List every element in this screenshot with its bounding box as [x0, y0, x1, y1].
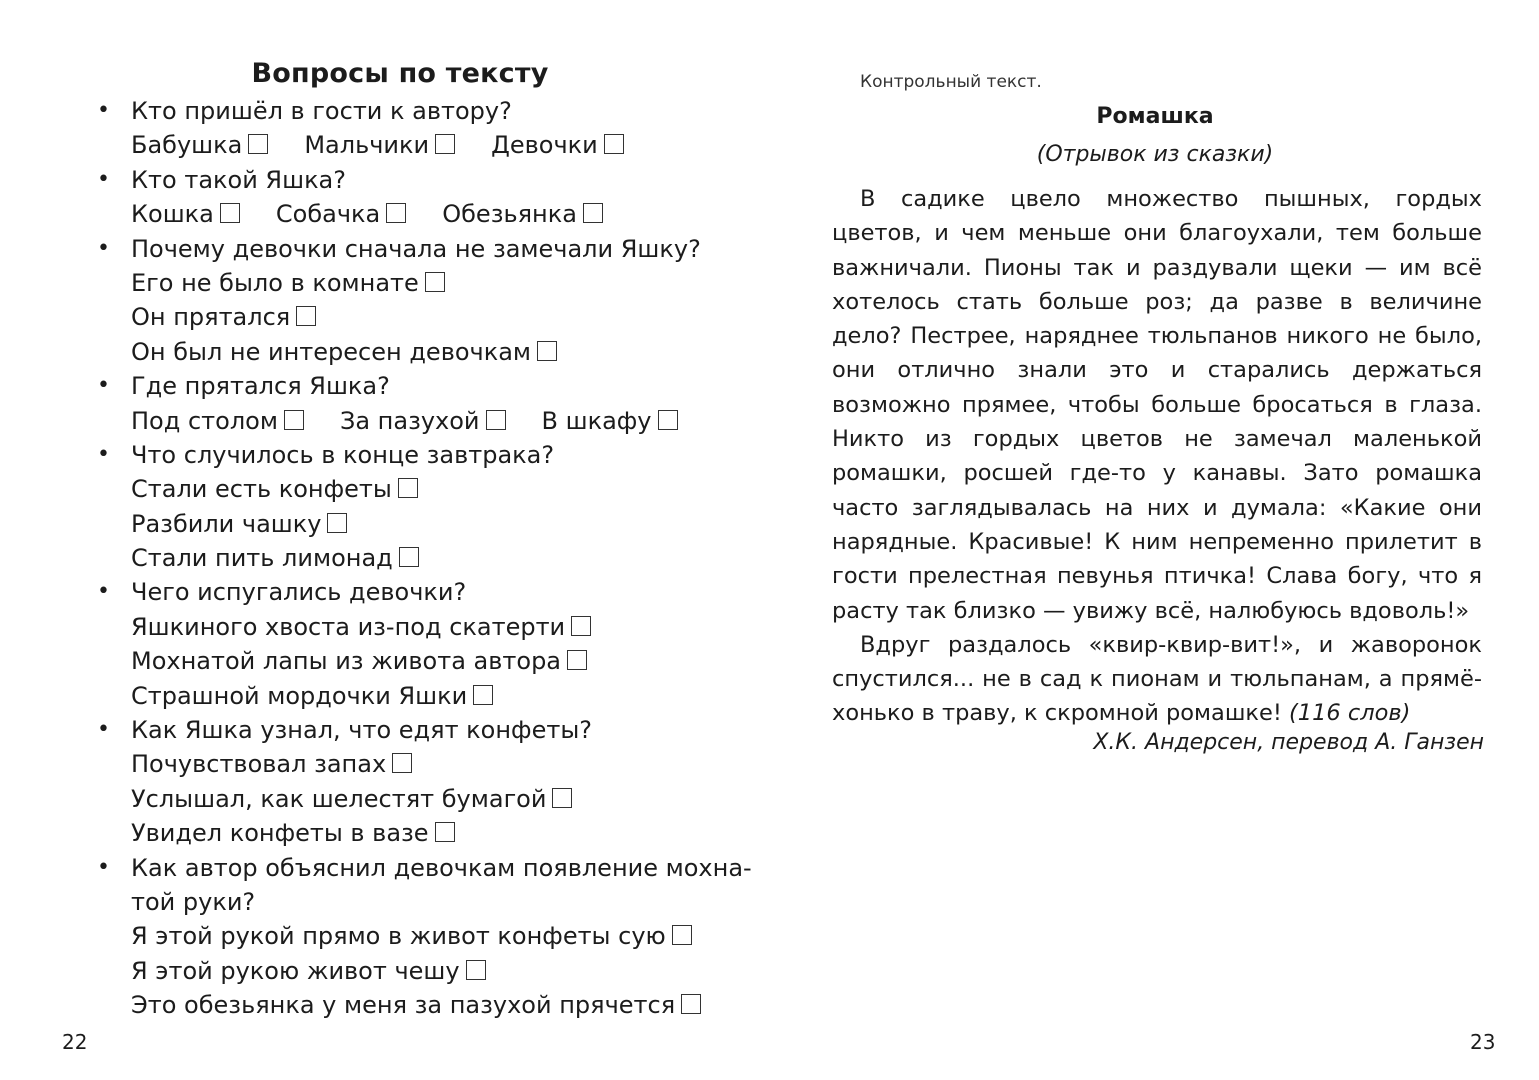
answer-label: Под столом [131, 406, 278, 435]
answer-checkbox[interactable] [604, 134, 624, 154]
answer-row [95, 747, 752, 781]
answer-option [340, 404, 506, 438]
answer-option [131, 266, 445, 300]
answer-option [442, 197, 603, 231]
answer-option [304, 128, 455, 162]
answer-checkbox[interactable] [399, 547, 419, 567]
answer-row [95, 679, 752, 713]
answer-option [131, 954, 486, 988]
answer-row [95, 816, 752, 850]
answer-checkbox[interactable] [386, 203, 406, 223]
page-number-left: 22 [62, 1030, 88, 1054]
story-text [832, 182, 1482, 731]
answer-label: Собачка [275, 200, 381, 229]
question-item [95, 713, 752, 747]
answer-label: В шкафу [541, 406, 652, 435]
answer-label: Стали есть конфеты [131, 475, 392, 504]
answer-checkbox[interactable] [296, 306, 316, 326]
question-item [95, 575, 752, 609]
answer-row [95, 644, 752, 678]
questions-title: Вопросы по тексту [251, 58, 549, 89]
answer-option [131, 128, 268, 162]
answer-option [131, 988, 701, 1022]
answer-row [95, 404, 752, 438]
answer-label: Обезьянка [442, 200, 577, 229]
answer-row [95, 335, 752, 369]
answer-label: Страшной мордочки Яшки [131, 681, 468, 710]
answer-label: Он прятался [131, 303, 291, 332]
answer-row [95, 266, 752, 300]
answer-option [491, 128, 624, 162]
answer-checkbox[interactable] [473, 685, 493, 705]
question-text-continued: той руки? [131, 887, 256, 916]
question-text: Кто пришёл в гости к автору? [131, 97, 512, 125]
answer-label: Разбили чашку [131, 509, 322, 538]
answer-checkbox[interactable] [672, 925, 692, 945]
story-subtitle: (Отрывок из сказки) [1036, 142, 1274, 167]
right-page [770, 0, 1539, 1080]
answer-checkbox[interactable] [466, 960, 486, 980]
answer-option [131, 541, 419, 575]
answer-checkbox[interactable] [248, 134, 268, 154]
answer-label: Кошка [131, 200, 214, 229]
bullet-icon: • [97, 854, 110, 880]
answer-option [131, 472, 418, 506]
answer-checkbox[interactable] [398, 478, 418, 498]
answer-row [95, 919, 752, 953]
answer-label: Я этой рукою живот чешу [131, 956, 460, 985]
answer-option [131, 610, 591, 644]
story-title: Ромашка [1096, 104, 1214, 129]
answer-row [95, 128, 752, 162]
answer-option [131, 679, 493, 713]
answer-label: За пазухой [339, 406, 480, 435]
answer-checkbox[interactable] [284, 410, 304, 430]
page-number-right: 23 [1470, 1030, 1496, 1054]
answer-checkbox[interactable] [681, 994, 701, 1014]
answer-checkbox[interactable] [435, 822, 455, 842]
bullet-icon: • [97, 373, 110, 399]
answer-checkbox[interactable] [552, 788, 572, 808]
bullet-icon: • [97, 98, 110, 123]
answer-option [131, 747, 412, 781]
answer-checkbox[interactable] [435, 134, 455, 154]
answer-row [95, 197, 752, 231]
answer-label: Стали пить лимонад [131, 544, 393, 573]
question-text: Как Яшка узнал, что едят конфеты? [131, 716, 593, 745]
question-item [95, 232, 752, 266]
answer-label: Почувствовал запах [131, 750, 387, 779]
story-paragraph-2 [832, 628, 1482, 731]
answer-option [131, 507, 347, 541]
answer-option [131, 782, 572, 816]
answer-checkbox[interactable] [658, 410, 678, 430]
answer-option [131, 919, 692, 953]
question-item [95, 94, 752, 128]
answer-row [95, 782, 752, 816]
answer-checkbox[interactable] [220, 203, 240, 223]
answer-checkbox[interactable] [486, 410, 506, 430]
answer-row [95, 610, 752, 644]
answer-label: Мальчики [304, 131, 430, 160]
question-item [95, 369, 752, 403]
answer-row [95, 472, 752, 506]
answer-option [131, 335, 557, 369]
answer-checkbox[interactable] [537, 341, 557, 361]
question-item [95, 851, 752, 885]
answer-option [542, 404, 678, 438]
bullet-icon: • [97, 717, 110, 743]
answer-option [276, 197, 406, 231]
story-author: Х.К. Андерсен, перевод А. Ганзен [1093, 730, 1484, 755]
bullet-icon: • [97, 235, 110, 261]
answer-checkbox[interactable] [425, 272, 445, 292]
word-count: (116 слов) [1289, 700, 1411, 727]
answer-label: Его не было в комнате [131, 268, 419, 297]
control-text-label: Контрольный текст. [860, 72, 1042, 92]
answer-row [95, 507, 752, 541]
story-paragraph-2-text: Вдруг раздалось «квир-квир-вит!», и жаворонок спустился... не в сад к пионам и тюльпанам, а прямёхонько в траву, к скромной ромашке! [832, 631, 1482, 727]
answer-option [131, 644, 587, 678]
bullet-icon: • [97, 166, 110, 192]
question-list [95, 94, 752, 1023]
bullet-icon: • [97, 579, 110, 605]
answer-row [95, 954, 752, 988]
question-item [95, 163, 752, 197]
answer-label: Он был не интересен девочкам [131, 337, 532, 366]
bullet-icon: • [97, 441, 110, 467]
answer-row [95, 541, 752, 575]
answer-option [131, 197, 240, 231]
answer-label: Яшкиного хвоста из-под скатерти [131, 612, 566, 641]
answer-label: Услышал, как шелестят бумагой [131, 784, 547, 813]
answer-option [131, 816, 455, 850]
answer-checkbox[interactable] [571, 616, 591, 636]
answer-label: Это обезьянка у меня за пазухой прячется [131, 991, 676, 1020]
answer-label: Я этой рукой прямо в живот конфеты сую [131, 922, 666, 951]
answer-label: Девочки [491, 131, 598, 160]
question-text: Кто такой Яшка? [131, 165, 347, 194]
question-text: Что случилось в конце завтрака? [131, 440, 555, 469]
answer-label: Мохнатой лапы из живота автора [131, 647, 562, 676]
answer-option [131, 404, 304, 438]
question-text: Где прятался Яшка? [131, 372, 390, 401]
answer-checkbox[interactable] [583, 203, 603, 223]
question-text: Чего испугались девочки? [131, 578, 467, 607]
question-text: Почему девочки сначала не замечали Яшку? [131, 234, 701, 263]
answer-row [95, 988, 752, 1022]
story-paragraph-1: В садике цвело множество пышных, гордых цветов, и чем меньше они благоухали, тем больше важничали. Пионы так и раздували щеки — им всё хотелось стать больше роз; да разве в величине дело? Пестрее, наряднее тюльпанов никого не было, они отлично знали это и старались держаться возможно прямее, чтобы больше бросаться в глаза. Никто из гордых цветов не замечал маленькой ромашки, росшей где-то у канавы. Зато ромашка часто заглядывалась на них и думала: «Какие они нарядные. Красивые! К ним непременно прилетит в гости прелестная певунья птичка! Слава богу, что я расту так близко — увижу всё, налюбуюсь вдоволь!» [832, 186, 1482, 624]
answer-option [131, 300, 316, 334]
answer-checkbox[interactable] [567, 650, 587, 670]
question-item [95, 438, 752, 472]
answer-checkbox[interactable] [392, 753, 412, 773]
answer-label: Увидел конфеты в вазе [131, 819, 429, 848]
answer-row [95, 300, 752, 334]
question-text: Как автор объяснил девочкам появление мохна- [131, 853, 752, 882]
answer-checkbox[interactable] [327, 513, 347, 533]
answer-label: Бабушка [131, 131, 243, 160]
